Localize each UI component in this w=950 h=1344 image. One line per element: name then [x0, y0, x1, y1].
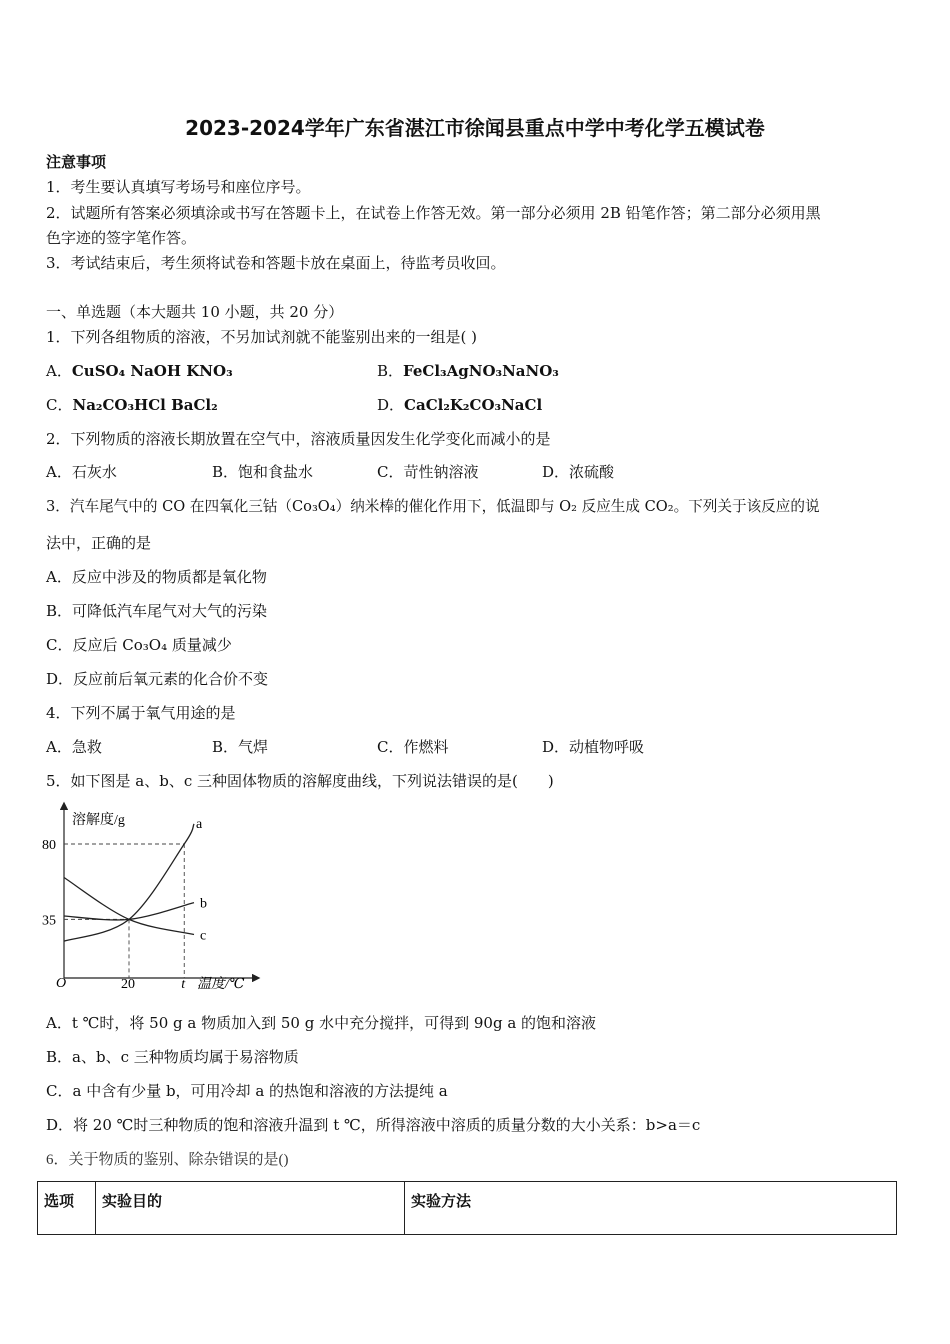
q2-option-d: D．浓硫酸 — [542, 463, 615, 481]
series-label-c: c — [200, 928, 207, 944]
y-axis-label: 溶解度/g — [72, 813, 125, 828]
q1-option-b-text: FeCl₃AgNO₃NaNO₃ — [403, 362, 559, 380]
series-label-b: b — [200, 896, 207, 912]
notice-item: 1．考生要认真填写考场号和座位序号。 — [46, 178, 311, 196]
x-tick-label: 20 — [121, 977, 135, 992]
notice-item: 色字迹的签字笔作答。 — [46, 229, 197, 247]
q4-option-d: D．动植物呼吸 — [542, 738, 645, 756]
q3-option-c: C．反应后 Co₃O₄ 质量减少 — [46, 636, 232, 654]
table-header-cell: 选项 — [38, 1182, 96, 1235]
q3-stem-line1: 3．汽车尾气中的 CO 在四氧化三钴（Co₃O₄）纳米棒的催化作用下，低温即与 O₂ 反应生成 CO₂。下列关于该反应的说 — [46, 498, 820, 515]
q1-option-d-label: D． — [377, 396, 405, 414]
y-tick-label: 35 — [42, 913, 56, 929]
q6-table — [37, 1181, 897, 1235]
q4-option-c: C．作燃料 — [377, 738, 449, 756]
notice-heading: 注意事项 — [46, 153, 107, 171]
q2-stem: 2．下列物质的溶液长期放置在空气中，溶液质量因发生化学变化而减小的是 — [46, 430, 551, 448]
q1-option-c-label: C． — [46, 396, 73, 414]
series-label-a: a — [196, 816, 203, 832]
q2-option-b: B．饱和食盐水 — [212, 463, 314, 481]
curve-a — [64, 824, 194, 941]
q1-option-b — [377, 361, 559, 381]
q3-option-a: A．反应中涉及的物质都是氧化物 — [46, 568, 267, 586]
page-title: 2023-2024学年广东省湛江市徐闻县重点中学中考化学五模试卷 — [185, 116, 765, 140]
q5-option-b: B．a、b、c 三种物质均属于易溶物质 — [46, 1048, 299, 1066]
q1-option-a-text: CuSO₄ NaOH KNO₃ — [71, 362, 233, 380]
q5-stem: 5．如下图是 a、b、c 三种固体物质的溶解度曲线，下列说法错误的是( ) — [46, 772, 554, 790]
origin-label: O — [56, 976, 67, 991]
q1-option-b-label: B． — [377, 362, 404, 380]
q3-stem-line2: 法中，正确的是 — [46, 534, 152, 552]
section-heading: 一、单选题（本大题共 10 小题，共 20 分） — [46, 303, 344, 321]
curve-b — [64, 903, 194, 920]
y-tick-label: 80 — [42, 838, 56, 853]
q3-option-d: D．反应前后氧元素的化合价不变 — [46, 670, 269, 688]
q6-stem: 6．关于物质的鉴别、除杂错误的是() — [46, 1152, 289, 1168]
q1-option-a — [46, 361, 233, 381]
q1-option-c — [46, 395, 218, 415]
q1-stem: 1．下列各组物质的溶液，不另加试剂就不能鉴别出来的一组是( ) — [46, 328, 478, 346]
q1-option-d — [377, 395, 542, 415]
curve-c — [64, 878, 194, 935]
q1-option-a-label: A． — [46, 362, 72, 380]
q4-option-b: B．气焊 — [212, 738, 269, 756]
q1-option-d-text: CaCl₂K₂CO₃NaCl — [404, 396, 543, 414]
table-header-row — [38, 1182, 897, 1235]
q3-option-b: B．可降低汽车尾气对大气的污染 — [46, 602, 268, 620]
table-header-cell: 实验方法 — [405, 1182, 897, 1235]
notice-item: 3．考试结束后，考生须将试卷和答题卡放在桌面上，待监考员收回。 — [46, 254, 506, 272]
q2-option-c: C．苛性钠溶液 — [377, 463, 479, 481]
table-header-cell: 实验目的 — [96, 1182, 405, 1235]
q4-option-a: A．急救 — [46, 738, 102, 756]
solubility-chart — [40, 798, 270, 994]
q5-option-a: A．t ℃时，将 50 g a 物质加入到 50 g 水中充分搅拌，可得到 90g a 的饱和溶液 — [46, 1014, 597, 1032]
x-tick-label: t — [181, 977, 186, 992]
q2-option-a: A．石灰水 — [46, 463, 117, 481]
q5-option-d: D．将 20 ℃时三种物质的饱和溶液升温到 t ℃，所得溶液中溶质的质量分数的大小关系：b>a＝c — [46, 1116, 701, 1134]
q4-stem: 4．下列不属于氧气用途的是 — [46, 704, 236, 722]
x-axis-label: 温度/℃ — [197, 977, 245, 992]
q5-option-c: C．a 中含有少量 b，可用冷却 a 的热饱和溶液的方法提纯 a — [46, 1082, 448, 1100]
notice-item: 2．试题所有答案必须填涂或书写在答题卡上，在试卷上作答无效。第一部分必须用 2B 铅笔作答；第二部分必须用黑 — [46, 204, 821, 222]
q1-option-c-text: Na₂CO₃HCl BaCl₂ — [72, 396, 218, 414]
